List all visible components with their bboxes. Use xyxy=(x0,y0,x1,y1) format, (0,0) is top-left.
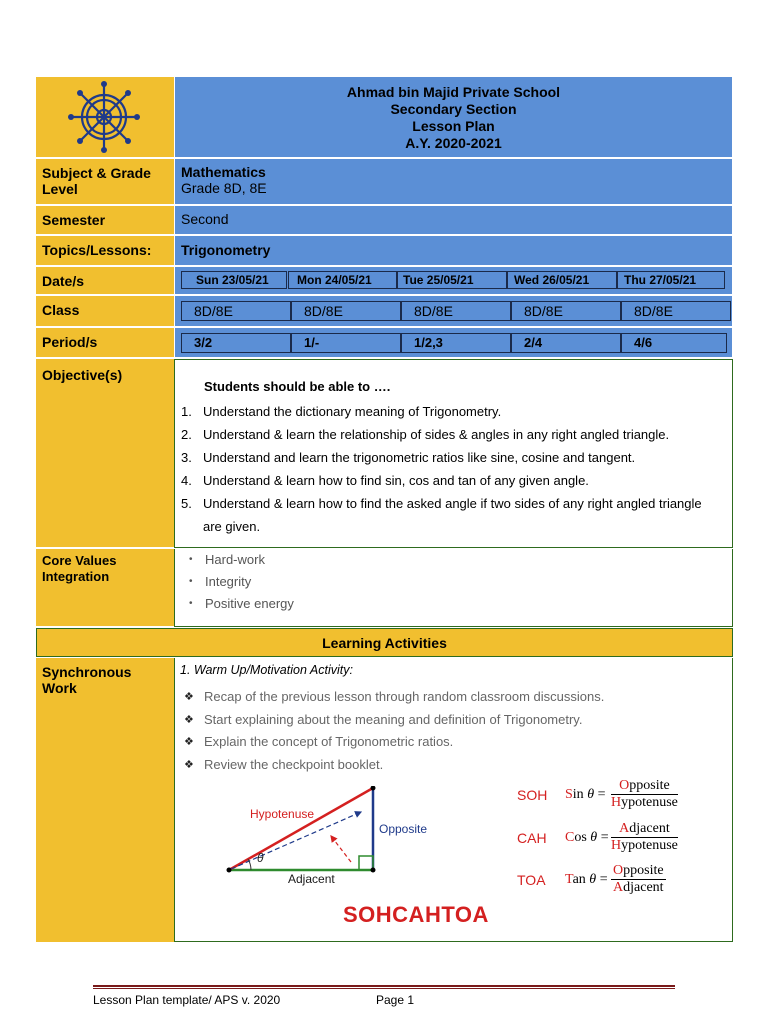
adjacent-label: Adjacent xyxy=(288,872,335,886)
date-cell: Sun 23/05/21 xyxy=(181,271,287,289)
hypotenuse-label: Hypotenuse xyxy=(250,807,315,821)
sync-item: ❖ Review the checkpoint booklet. xyxy=(180,754,728,777)
logo-cell xyxy=(36,77,174,157)
class-value: 8D/8E xyxy=(401,301,511,321)
footer-left: Lesson Plan template/ APS v. 2020 xyxy=(93,993,281,1007)
class-value: 8D/8E xyxy=(181,301,291,321)
semester-value: Second xyxy=(175,206,732,234)
period-value: 3/2 xyxy=(181,333,291,353)
period-value: 2/4 xyxy=(511,333,621,353)
sohcahtoa-banner: SOHCAHTOA xyxy=(343,902,489,927)
formula-tag: SOH xyxy=(517,787,548,803)
date-cell: Wed 26/05/21 xyxy=(507,271,617,289)
learning-activities-banner: Learning Activities xyxy=(36,628,733,657)
class-value: 8D/8E xyxy=(291,301,401,321)
core-values-list xyxy=(175,549,732,615)
sync-item: ❖ Explain the concept of Trigonometric ratios. xyxy=(180,731,728,754)
footer-page: Page 1 xyxy=(376,993,415,1007)
subject-cell xyxy=(175,159,732,204)
grade-value: Grade 8D, 8E xyxy=(181,180,267,196)
objective-num: 5. xyxy=(181,496,192,511)
date-cell: Thu 27/05/21 xyxy=(617,271,725,289)
objective-item: 4. Understand & learn how to find sin, cos and tan of any given angle. xyxy=(175,469,724,492)
formula-numerator: Opposite xyxy=(613,863,664,878)
class-value: 8D/8E xyxy=(511,301,621,321)
objectives-list xyxy=(175,400,724,538)
semester-label: Semester xyxy=(36,206,174,234)
class-cell xyxy=(175,296,732,326)
warmup-title: 1. Warm Up/Motivation Activity: xyxy=(180,663,353,677)
objective-num: 2. xyxy=(181,427,192,442)
doc-title: Lesson Plan xyxy=(412,118,495,134)
formula-denominator: Hypotenuse xyxy=(611,838,678,853)
school-name: Ahmad bin Majid Private School xyxy=(346,84,561,100)
ship-wheel-icon xyxy=(64,79,144,155)
objective-num: 1. xyxy=(181,404,192,419)
footer-rule xyxy=(93,985,675,989)
core-value-item: • Integrity xyxy=(175,571,732,593)
formula-soh: SOH Sin θ = Opposite Hypotenuse xyxy=(517,778,678,810)
sync-list xyxy=(180,686,728,776)
formula-numerator: Adjacent xyxy=(611,821,678,838)
opposite-label: Opposite xyxy=(379,822,428,836)
section-name: Secondary Section xyxy=(390,101,517,117)
topics-label: Topics/Lessons: xyxy=(36,236,174,265)
formula-denominator: Hypotenuse xyxy=(611,795,678,810)
objective-num: 4. xyxy=(181,473,192,488)
objective-item: 1. Understand the dictionary meaning of Trigonometry. xyxy=(175,400,724,423)
subject-label: Subject & Grade Level xyxy=(36,159,174,204)
formula-tag: CAH xyxy=(517,830,547,846)
class-label: Class xyxy=(36,296,174,326)
core-value-item: • Positive energy xyxy=(175,593,732,615)
objective-item: 5. Understand & learn how to find the asked angle if two sides of any right angled triangle are given. xyxy=(175,492,724,538)
period-label: Period/s xyxy=(36,328,174,357)
period-value: 1/- xyxy=(291,333,401,353)
core-values-cell xyxy=(174,549,733,627)
period-cell xyxy=(175,328,732,357)
formula-numerator: Opposite xyxy=(611,778,678,795)
objective-item: 2. Understand & learn the relationship of sides & angles in any right angled triangle. xyxy=(175,423,724,446)
dates-label: Date/s xyxy=(36,267,174,294)
formula-cah: CAH Cos θ = Adjacent Hypotenuse xyxy=(517,821,678,853)
formula-tag: TOA xyxy=(517,872,546,888)
date-cell: Tue 25/05/21 xyxy=(397,271,507,289)
subject-value: Mathematics xyxy=(181,164,266,180)
academic-year: A.Y. 2020-2021 xyxy=(405,135,502,151)
sync-label: Synchronous Work xyxy=(36,658,174,942)
objectives-intro: Students should be able to …. xyxy=(204,379,391,394)
core-values-label: Core Values Integration xyxy=(36,549,174,626)
dates-cell xyxy=(175,267,732,294)
objectives-cell xyxy=(174,359,733,548)
period-value: 4/6 xyxy=(621,333,727,353)
theta-label: θ xyxy=(257,851,264,865)
topics-value: Trigonometry xyxy=(175,236,732,265)
sync-item: ❖ Start explaining about the meaning and definition of Trigonometry. xyxy=(180,709,728,732)
header-title-cell xyxy=(175,77,732,157)
sync-cell xyxy=(174,658,733,942)
period-value: 1/2,3 xyxy=(401,333,511,353)
sync-item: ❖ Recap of the previous lesson through random classroom discussions. xyxy=(180,686,728,709)
objective-item: 3. Understand and learn the trigonometric ratios like sine, cosine and tangent. xyxy=(175,446,724,469)
core-value-item: • Hard-work xyxy=(175,549,732,571)
formula-toa: TOA Tan θ = Opposite Adjacent xyxy=(517,863,664,895)
objectives-label: Objective(s) xyxy=(36,359,174,547)
formula-denominator: Adjacent xyxy=(613,880,664,895)
date-cell: Mon 24/05/21 xyxy=(288,271,397,289)
objective-num: 3. xyxy=(181,450,192,465)
class-value: 8D/8E xyxy=(621,301,731,321)
